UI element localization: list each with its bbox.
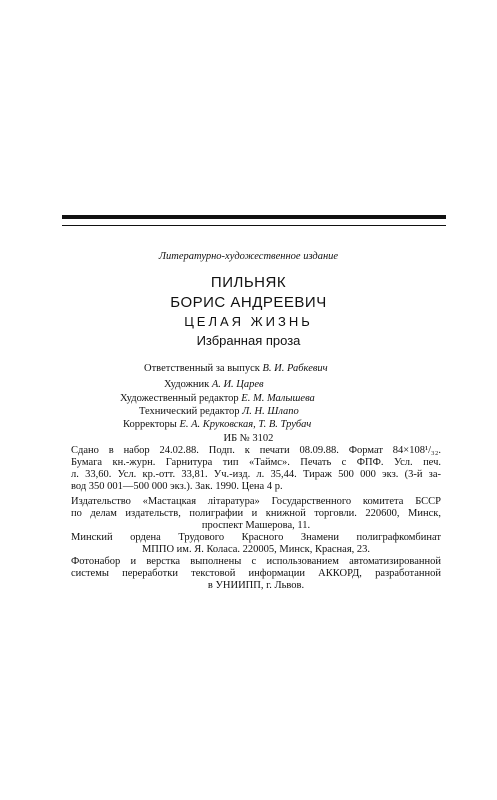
printer-info: [71, 532, 441, 556]
print-details: [71, 445, 441, 493]
credit-person: А. И. Царев: [211, 379, 264, 390]
top-thin-rule: [62, 225, 446, 226]
ib-number: ИБ № 3102: [223, 433, 274, 444]
publisher-line: Издательство «Мастацкая лiтаратура» Государственного комитета БССР: [71, 496, 441, 507]
publisher-line: проспект Машерова, 11.: [201, 520, 311, 531]
print-details-line: вод 350 001—500 000 экз.). Зак. 1990. Цена 4 р.: [71, 481, 283, 492]
credit-role: Художник: [164, 379, 210, 390]
typesetting-line: в УНИИПП, г. Львов.: [207, 580, 305, 591]
publisher-line: по делам издательств, полиграфии и книжной торговли. 220600, Минск,: [71, 508, 441, 519]
publisher-info: [71, 496, 441, 532]
credit-role: Корректоры: [123, 419, 177, 430]
print-details-line: Бумага кн.-журн. Гарнитура тип «Таймс». Печать с ФПФ. Усл. печ.: [71, 457, 441, 468]
typesetting-line: системы переработки текстовой информации АККОРД, разработанной: [71, 568, 441, 579]
credit-line-proofreaders: [123, 419, 311, 430]
typesetting-line: Фотонабор и верстка выполнены с использованием автоматизированной: [71, 556, 441, 567]
credit-person: Е. А. Круковская, Т. В. Трубач: [179, 419, 312, 430]
printer-line: МППО им. Я. Коласа. 220005, Минск, Красная, 23.: [141, 544, 371, 555]
author-name: БОРИС АНДРЕЕВИЧ: [170, 294, 327, 311]
genre-label: Литературно-художественное издание: [158, 251, 339, 262]
printer-line: Минский ордена Трудового Красного Знамени полиграфкомбинат: [71, 532, 441, 543]
typesetting-info: [71, 556, 441, 592]
print-details-line: л. 33,60. Усл. кр.-отт. 33,81. Уч.-изд. л. 35,44. Тираж 500 000 экз. (3-й за-: [71, 469, 441, 480]
credit-person: Л. Н. Шлапо: [242, 406, 299, 417]
credit-role: Технический редактор: [139, 406, 240, 417]
book-subtitle: Избранная проза: [196, 333, 301, 348]
credit-role: Ответственный за выпуск: [144, 363, 260, 374]
credit-line-art-editor: [120, 393, 315, 404]
credit-line-responsible: [144, 363, 328, 374]
top-thick-rule: [62, 215, 446, 219]
credit-person: В. И. Рабкевич: [262, 363, 328, 374]
credit-person: Е. М. Малышева: [241, 393, 315, 404]
credit-line-tech-editor: [139, 406, 299, 417]
author-surname: ПИЛЬНЯК: [210, 274, 287, 291]
credit-role: Художественный редактор: [120, 393, 239, 404]
book-title: ЦЕЛАЯ ЖИЗНЬ: [184, 314, 313, 329]
credit-line-artist: [164, 379, 264, 390]
print-details-line: Сдано в набор 24.02.88. Подп. к печати 08.09.88. Формат 84×108¹/₃₂.: [71, 445, 441, 456]
